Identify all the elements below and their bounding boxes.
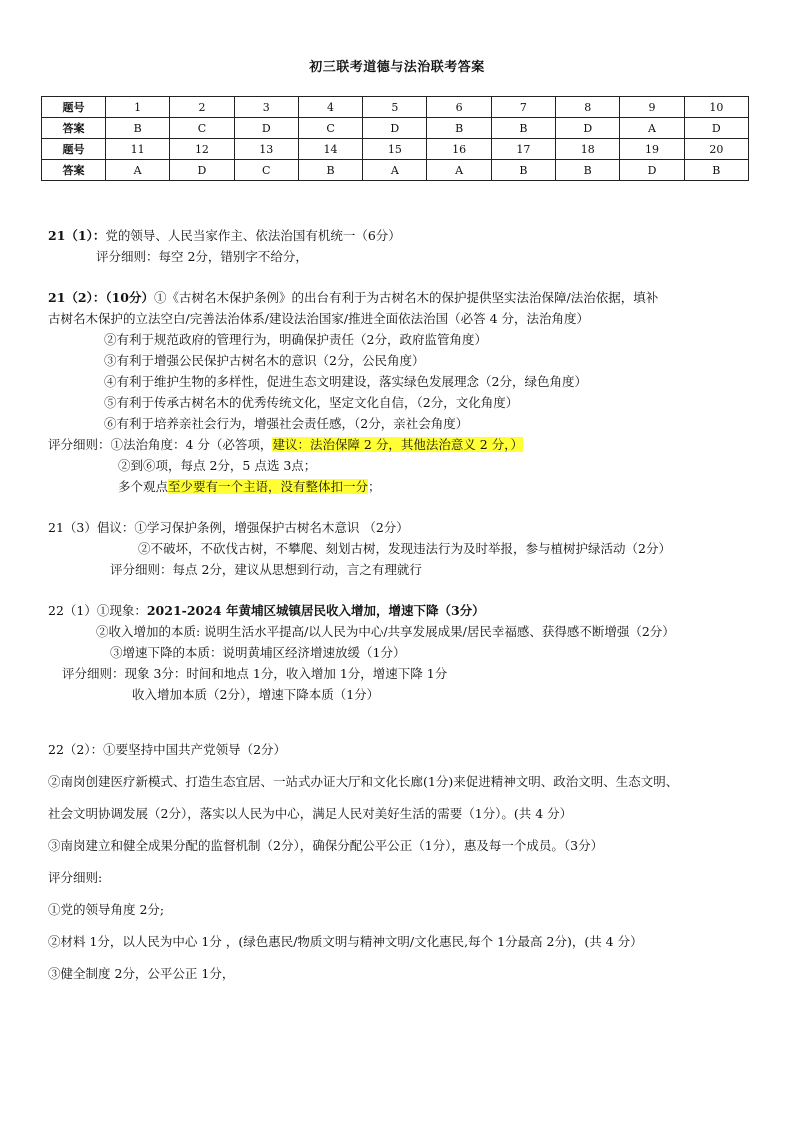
q21-2-point-4: ④有利于维护生物的多样性，促进生态文明建设，落实绿色发展理念（2分，绿色角度）	[104, 374, 587, 389]
answer-cell: D	[556, 118, 620, 139]
q21-2-point-3: ③有利于增强公民保护古树名木的意识（2分，公民角度）	[104, 353, 425, 368]
answer-cell: C	[234, 160, 298, 181]
row-label-answer: 答案	[42, 118, 106, 139]
q21-2-point-6: ⑥有利于培养亲社会行为，增强社会责任感，（2分，亲社会角度）	[104, 416, 469, 431]
q21-2-point-5: ⑤有利于传承古树名木的优秀传统文化，坚定文化自信，（2分，文化角度）	[104, 395, 519, 410]
answer-cell: D	[620, 160, 684, 181]
question-number: 4	[298, 97, 362, 118]
q21-2-point-1: ①《古树名木保护条例》的出台有利于为古树名木的保护提供坚实法治保障/法治依据，填补	[154, 290, 659, 305]
answer-cell: D	[170, 160, 234, 181]
answer-table	[41, 96, 749, 181]
answer-cell: A	[427, 160, 491, 181]
answer-cell: D	[684, 118, 748, 139]
q21-2-line-2: 古树名木保护的立法空白/完善法治体系/建设法治国家/推进全面依法治国（必答 4 分，法治角度）	[48, 311, 590, 326]
answer-cell: B	[491, 160, 555, 181]
q21-3-line-1: 21（3）倡议：①学习保护条例，增强保护古树名木意识 （2分）	[48, 520, 409, 535]
q21-2-scoring-1-highlight: 建议：法治保障 2 分，其他法治意义 2 分，）	[272, 437, 523, 452]
answer-cell: A	[106, 160, 170, 181]
question-number: 2	[170, 97, 234, 118]
q22-2-line-4: ③南岗建立和健全成果分配的监督机制（2分），确保分配公平公正（1分），惠及每一个成员。（3分）	[48, 838, 604, 853]
answer-cell: B	[491, 118, 555, 139]
q22-2-line-1: 22（2）：①要坚持中国共产党领导（2分）	[48, 742, 287, 757]
q21-1-scoring: 评分细则：每空 2分，错别字不给分，	[96, 249, 308, 264]
answer-cell: C	[298, 118, 362, 139]
question-number: 16	[427, 139, 491, 160]
question-number: 1	[106, 97, 170, 118]
question-number: 6	[427, 97, 491, 118]
row-label-question: 题号	[42, 139, 106, 160]
question-number: 18	[556, 139, 620, 160]
q22-1-line-1	[48, 603, 485, 619]
q22-1-scoring-1: 评分细则：现象 3分：时间和地点 1分，收入增加 1分，增速下降 1分	[62, 666, 448, 681]
q21-2-scoring-3-highlight: 至少要有一个主语，没有整体扣一分	[168, 479, 369, 494]
q22-2-line-5: 评分细则:	[48, 870, 103, 885]
question-number: 14	[298, 139, 362, 160]
table-row-answers-2	[42, 160, 749, 181]
answer-cell: B	[556, 160, 620, 181]
answer-cell: D	[234, 118, 298, 139]
question-number: 12	[170, 139, 234, 160]
q22-1-phenomenon: 2021-2024 年黄埔区城镇居民收入增加，增速下降（3分）	[146, 603, 485, 618]
answer-cell: D	[363, 118, 427, 139]
q21-3-line-2: ②不破坏，不砍伐古树，不攀爬、刻划古树，发现违法行为及时举报，参与植树护绿活动（2分）	[138, 541, 671, 556]
row-label-answer: 答案	[42, 160, 106, 181]
answer-cell: C	[170, 118, 234, 139]
table-row-questions-1	[42, 97, 749, 118]
q21-2-scoring-1	[48, 437, 523, 453]
q21-2-scoring-3	[118, 479, 381, 495]
answer-cell: B	[106, 118, 170, 139]
q22-1-line-2: ②收入增加的本质: 说明生活水平提高/以人民为中心/共享发展成果/居民幸福感、获得感不断增强（2分）	[96, 624, 675, 639]
q21-2-label: 21（2）：（10分）	[48, 290, 154, 305]
q21-2-scoring-1-text: 评分细则：①法治角度：4 分（必答项，	[48, 437, 273, 452]
answer-cell: B	[684, 160, 748, 181]
q21-2-scoring-2: ②到⑥项，每点 2分，5 点选 3点；	[118, 458, 317, 473]
q21-1-answer	[48, 228, 401, 244]
question-number: 19	[620, 139, 684, 160]
q22-1-line-3: ③增速下降的本质：说明黄埔区经济增速放缓（1分）	[110, 645, 406, 660]
question-number: 8	[556, 97, 620, 118]
question-number: 15	[363, 139, 427, 160]
answer-cell: A	[363, 160, 427, 181]
table-row-questions-2	[42, 139, 749, 160]
q21-1-text: 党的领导、人民当家作主、依法治国有机统一（6分）	[105, 228, 401, 243]
document-title: 初三联考道德与法治联考答案	[309, 60, 485, 75]
table-row-answers-1	[42, 118, 749, 139]
question-number: 9	[620, 97, 684, 118]
q21-2-point-2: ②有利于规范政府的管理行为，明确保护责任（2分，政府监管角度）	[104, 332, 487, 347]
question-number: 7	[491, 97, 555, 118]
answer-cell: A	[620, 118, 684, 139]
q22-2-line-8: ③健全制度 2分，公平公正 1分，	[48, 966, 235, 981]
question-number: 13	[234, 139, 298, 160]
question-number: 3	[234, 97, 298, 118]
question-number: 11	[106, 139, 170, 160]
q22-2-line-2: ②南岗创建医疗新模式、打造生态宜居、一站式办证大厅和文化长廊(1分)来促进精神文明、政治文明、生态文明、	[48, 774, 679, 789]
q22-2-line-3: 社会文明协调发展（2分），落实以人民为中心，满足人民对美好生活的需要（1分）。(共 4 分）	[48, 806, 573, 821]
q22-2-line-6: ①党的领导角度 2分;	[48, 902, 165, 917]
q22-1-label: 22（1）①现象：	[48, 603, 147, 618]
question-number: 5	[363, 97, 427, 118]
question-number: 20	[684, 139, 748, 160]
q22-2-line-7: ②材料 1分，以人民为中心 1分 ，(绿色惠民/物质文明与精神文明/文化惠民,每个 1分最高 2分)，(共 4 分）	[48, 934, 643, 949]
answer-cell: B	[298, 160, 362, 181]
q21-3-scoring: 评分细则：每点 2分，建议从思想到行动，言之有理就行	[110, 562, 422, 577]
answer-cell: B	[427, 118, 491, 139]
q21-1-label: 21（1）：	[48, 228, 106, 243]
q22-1-scoring-2: 收入增加本质（2分），增速下降本质（1分）	[132, 687, 380, 702]
question-number: 10	[684, 97, 748, 118]
question-number: 17	[491, 139, 555, 160]
q21-2-scoring-3-text: 多个观点	[118, 479, 169, 494]
q21-2-line-1	[48, 290, 658, 306]
row-label-question: 题号	[42, 97, 106, 118]
q21-2-scoring-3-end: ；	[368, 479, 381, 494]
